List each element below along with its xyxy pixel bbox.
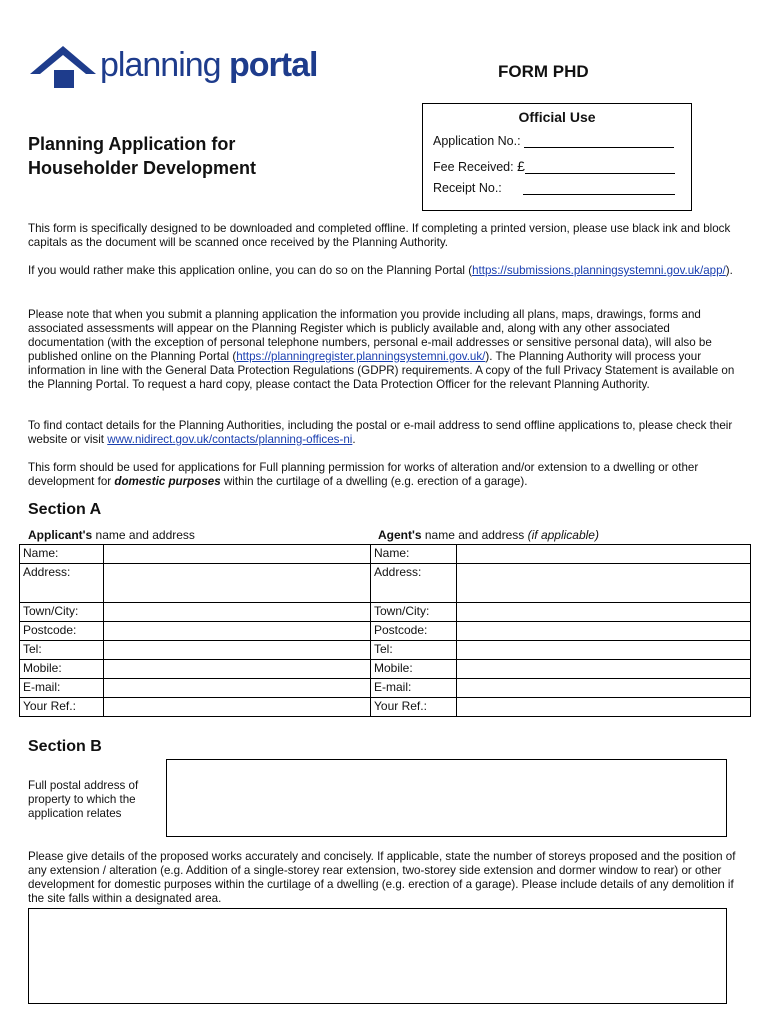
- applicant-heading: Applicant's name and address: [28, 528, 195, 542]
- agent-postcode-field[interactable]: [457, 622, 751, 641]
- intro-paragraph-1: This form is specifically designed to be downloaded and completed offline. If completing a printed version, please use black ink and block capitals as the document will be scanned once received by the Planning Authority.: [28, 222, 731, 249]
- agent-town-label: Town/City:: [371, 603, 457, 622]
- agent-name-label: Name:: [371, 545, 457, 564]
- fee-received-row: Fee Received: £: [433, 158, 675, 174]
- agent-tel-field[interactable]: [457, 641, 751, 660]
- application-no-row: Application No.:: [433, 134, 674, 148]
- agent-email-field[interactable]: [457, 679, 751, 698]
- house-icon: [30, 44, 96, 92]
- works-instructions: Please give details of the proposed works accurately and concisely. If applicable, state the number of storeys proposed and the position of any extension / alteration (e.g. Addition of a single-storey rear extension, two-storey side extension and dormer window to rear) or other development for domestic purposes within the curtilage of a dwelling (e.g. erection of a garage). Please include details of any demolition if the site falls within a designated area.: [28, 850, 736, 905]
- intro-paragraph-4: To find contact details for the Planning Authorities, including the postal or e-mail address to send offline applications to, please check their website or visit www.nidirect.gov.uk/contacts/planning-offices-ni.: [28, 419, 733, 446]
- agent-email-label: E-mail:: [371, 679, 457, 698]
- agent-address-field[interactable]: [457, 564, 751, 603]
- table-row: [20, 679, 751, 698]
- nidirect-link[interactable]: www.nidirect.gov.uk/contacts/planning-offices-ni: [107, 433, 353, 446]
- logo-text: planning portal: [100, 46, 318, 84]
- agent-tel-label: Tel:: [371, 641, 457, 660]
- applicant-tel-label: Tel:: [20, 641, 104, 660]
- section-b-heading: Section B: [28, 738, 102, 755]
- receipt-no-row: Receipt No.:: [433, 181, 675, 195]
- official-use-box: [422, 103, 692, 211]
- applicant-town-label: Town/City:: [20, 603, 104, 622]
- agent-address-label: Address:: [371, 564, 457, 603]
- table-row: [20, 660, 751, 679]
- intro-paragraph-3: Please note that when you submit a planning application the information you provide including all plans, maps, drawings, forms and associated assessments will appear on the Planning Register which is publicly available and, along with any other associated documentation (with the exception of personal telephone numbers, personal e-mail addresses or sensitive personal data), will also be published online on the Planning Portal (https://planningregister.planningsystemni.gov.uk/). The Planning Authority will process your information in line with the General Data Protection Regulations (GDPR) requirements. A copy of the full Privacy Statement is available on the Planning Portal. To request a hard copy, please contact the Data Protection Officer for the relevant Planning Authority.: [28, 308, 735, 391]
- agent-ref-label: Your Ref.:: [371, 698, 457, 717]
- applicant-name-label: Name:: [20, 545, 104, 564]
- page-title: Planning Application for Householder Development: [28, 134, 257, 178]
- agent-mobile-label: Mobile:: [371, 660, 457, 679]
- agent-postcode-label: Postcode:: [371, 622, 457, 641]
- planning-portal-logo: [30, 44, 330, 94]
- applicant-ref-field[interactable]: [104, 698, 371, 717]
- intro-paragraph-5: This form should be used for applications for Full planning permission for works of alteration and/or extension to a dwelling or other development for domestic purposes within the curtilage of a dwelling (e.g. erection of a garage).: [28, 461, 699, 488]
- applicant-tel-field[interactable]: [104, 641, 371, 660]
- planning-register-link[interactable]: https://planningregister.planningsystemni.gov.uk/: [236, 350, 486, 363]
- applicant-email-label: E-mail:: [20, 679, 104, 698]
- applicant-town-field[interactable]: [104, 603, 371, 622]
- table-row: [20, 564, 751, 603]
- applicant-address-field[interactable]: [104, 564, 371, 603]
- property-address-field[interactable]: [166, 759, 727, 837]
- agent-town-field[interactable]: [457, 603, 751, 622]
- agent-ref-field[interactable]: [457, 698, 751, 717]
- agent-name-field[interactable]: [457, 545, 751, 564]
- applicant-mobile-label: Mobile:: [20, 660, 104, 679]
- applicant-name-field[interactable]: [104, 545, 371, 564]
- applicant-ref-label: Your Ref.:: [20, 698, 104, 717]
- table-row: [20, 545, 751, 564]
- property-address-label: Full postal address of property to which the application relates: [28, 779, 139, 820]
- works-description-field[interactable]: [28, 908, 727, 1004]
- applicant-email-field[interactable]: [104, 679, 371, 698]
- applicant-postcode-field[interactable]: [104, 622, 371, 641]
- table-row: [20, 641, 751, 660]
- table-row: [20, 698, 751, 717]
- applicant-agent-table: [19, 544, 751, 717]
- official-use-title: Official Use: [518, 109, 596, 125]
- agent-mobile-field[interactable]: [457, 660, 751, 679]
- section-a-heading: Section A: [28, 501, 102, 518]
- table-row: [20, 603, 751, 622]
- applicant-address-label: Address:: [20, 564, 104, 603]
- agent-heading: Agent's name and address (if applicable): [378, 528, 599, 542]
- applicant-postcode-label: Postcode:: [20, 622, 104, 641]
- form-id: FORM PHD: [498, 62, 589, 81]
- online-application-link[interactable]: https://submissions.planningsystemni.gov.uk/app/: [472, 264, 726, 277]
- applicant-mobile-field[interactable]: [104, 660, 371, 679]
- table-row: [20, 622, 751, 641]
- intro-paragraph-2: If you would rather make this application online, you can do so on the Planning Portal (https://submissions.planningsystemni.gov.uk/app/).: [28, 264, 733, 277]
